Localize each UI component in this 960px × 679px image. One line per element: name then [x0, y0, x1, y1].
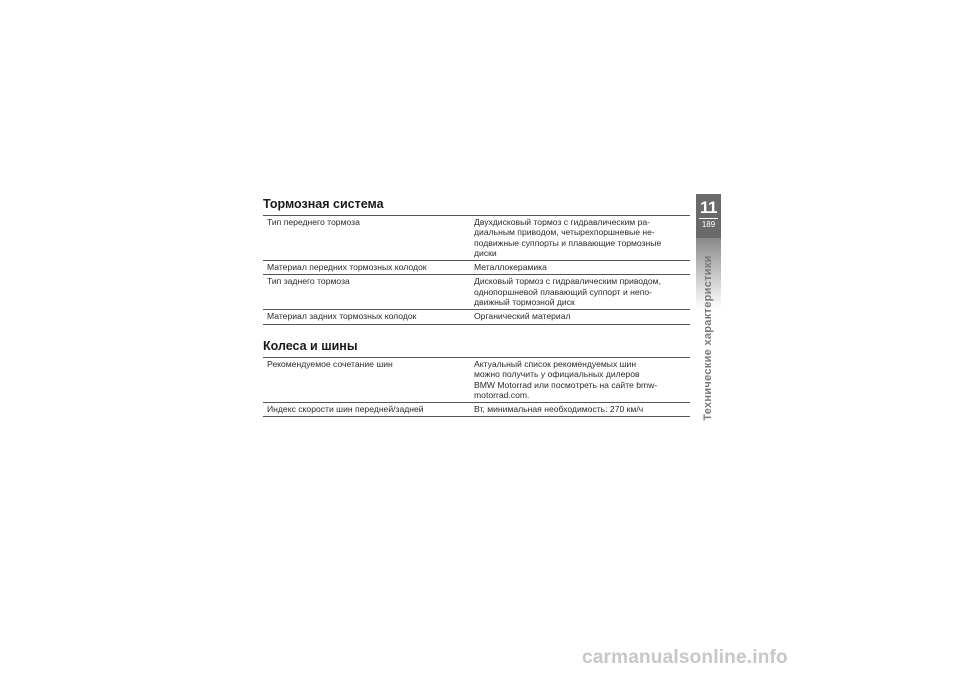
table-row [263, 358, 690, 403]
table-row [263, 310, 690, 324]
spec-value: Вт, минимальная необходимость: 270 км/ч [474, 404, 644, 415]
wheels-section-title: Колеса и шины [263, 339, 358, 353]
watermark: carmanualsonline.info [582, 647, 788, 668]
brakes-section-title: Тормозная система [263, 197, 384, 211]
spec-label: Индекс скорости шин передней/задней [267, 404, 424, 415]
chapter-divider [699, 218, 718, 219]
spec-label: Материал задних тормозных колодок [267, 311, 417, 322]
spec-value: Металлокерамика [474, 262, 547, 273]
spec-label: Тип переднего тормоза [267, 217, 360, 227]
chapter-badge [696, 194, 721, 238]
table-row [263, 403, 690, 417]
spec-label: Материал передних тормозных колодок [267, 262, 427, 273]
brakes-spec-table [263, 215, 690, 325]
table-row [263, 261, 690, 275]
spec-value: Органический материал [474, 311, 571, 322]
spec-value: Дисковый тормоз с гидравлическим приводом, однопоршневой плавающий суппорт и непо- движный тормозной диск [474, 276, 661, 308]
chapter-number: 11 [700, 198, 717, 217]
spec-value: Двухдисковый тормоз с гидравлическим ра- диальным приводом, четырехпоршневые не- подвижные суппорты и плавающие тормозные диски [474, 217, 662, 258]
spec-label: Рекомендуемое сочетание шин [267, 359, 393, 369]
chapter-label: Технические характеристики [702, 255, 714, 421]
wheels-spec-table [263, 357, 690, 417]
chapter-side-tab [696, 194, 721, 441]
spec-value: Актуальный список рекомендуемых шин можно получить у официальных дилеров BMW Motorrad или посмотреть на сайте bmw- motorrad.com. [474, 359, 658, 400]
page-number: 189 [701, 220, 716, 229]
chapter-label-container [696, 238, 721, 441]
table-row [263, 216, 690, 261]
table-row [263, 275, 690, 310]
spec-label: Тип заднего тормоза [267, 276, 350, 287]
